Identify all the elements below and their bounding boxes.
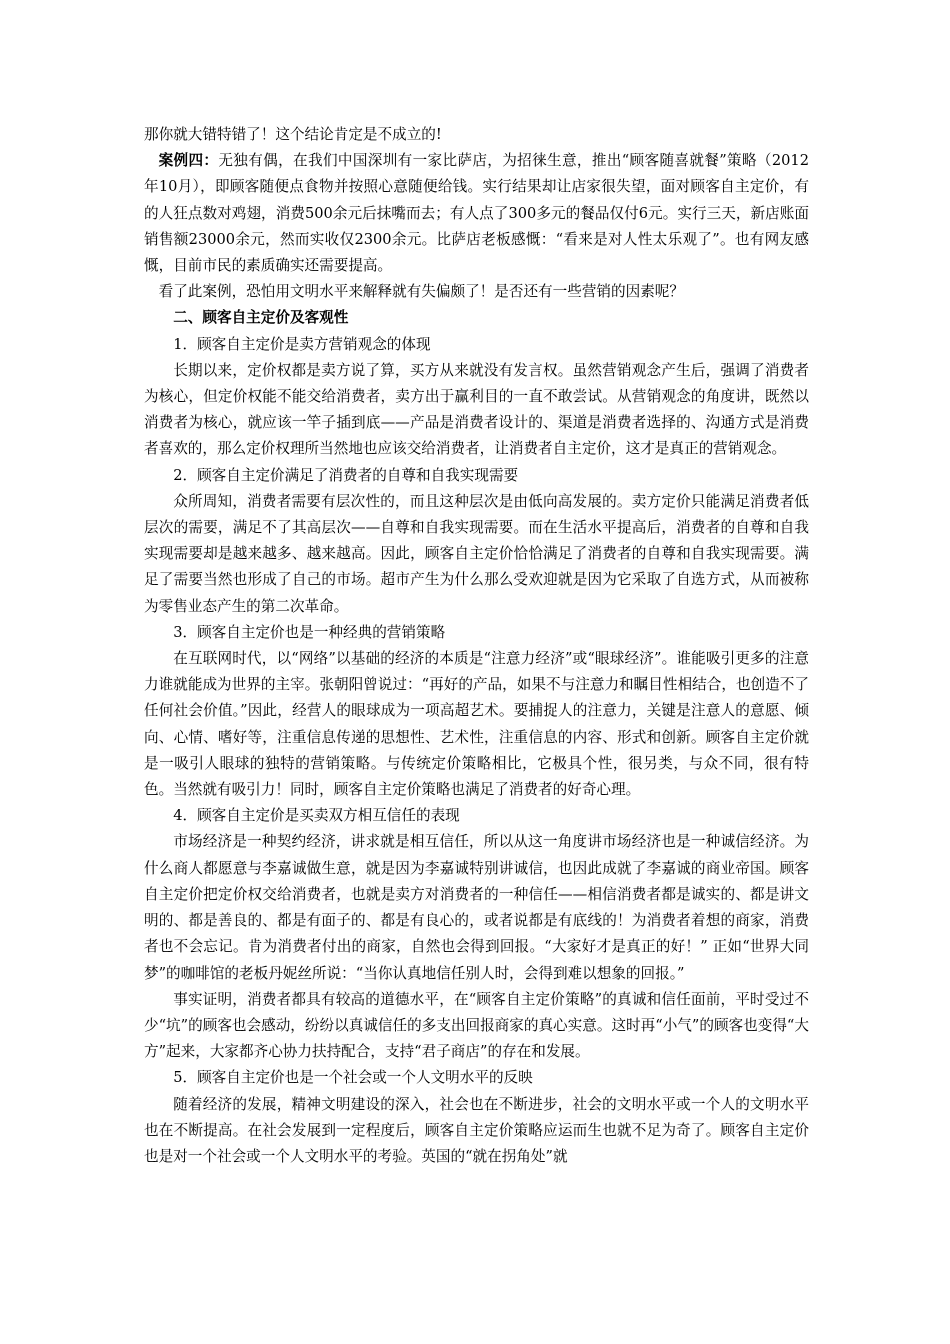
item-3-paragraph: 在互联网时代，以“网络”以基础的经济的本质是“注意力经济”或“眼球经济”。谁能吸引更多的注意力谁就能成为世界的主宰。张朝阳曾说过：“再好的产品，如果不与注意力和瞩目性相结合，也创造不了任何社会价值。”因此，经营人的眼球成为一项高超艺术。要捕捉人的注意力，关键是注意人的意愿、倾向、心情、嗜好等，注重信息传递的思想性、艺术性，注重信息的内容、形式和创新。顾客自主定价就是一吸引人眼球的独特的营销策略。与传统定价策略相比，它极具个性，很另类，与众不同，很有特色。当然就有吸引力！同时，顾客自主定价策略也满足了消费者的好奇心理。 <box>144 650 809 799</box>
item-1-title: 1．顾客自主定价是卖方营销观念的体现 <box>173 335 431 353</box>
item-2-title: 2．顾客自主定价满足了消费者的自尊和自我实现需要 <box>173 466 519 484</box>
case-comment-paragraph: 看了此案例，恐怕用文明水平来解释就有失偏颇了！是否还有一些营销的因素呢？ <box>158 283 684 301</box>
item-5-title: 5．顾客自主定价也是一个社会或一个人文明水平的反映 <box>173 1069 533 1087</box>
case-four-label: 案例四： <box>158 152 219 170</box>
case-four-text: 无独有偶，在我们中国深圳有一家比萨店，为招徕生意，推出“顾客随喜就餐”策略（2012年10月），即顾客随便点食物并按照心意随便给钱。实行结果却让店家很失望，面对顾客自主定价，有的人狂点数对鸡翅，消费500余元后抹嘴而去；有人点了300多元的餐品仅付6元。实行三天，新店账面销售额23000余元，然而实收仅2300余元。比萨店老板感慨：“看来是对人性太乐观了”。也有网友感慨，目前市民的素质确实还需要提高。 <box>144 152 809 275</box>
item-2-paragraph: 众所周知，消费者需要有层次性的，而且这种层次是由低向高发展的。卖方定价只能满足消费者低层次的需要，满足不了其高层次——自尊和自我实现需要。而在生活水平提高后，消费者的自尊和自我实现需要却是越来越多、越来越高。因此，顾客自主定价恰恰满足了消费者的自尊和自我实现需要。满足了需要当然也形成了自己的市场。超市产生为什么那么受欢迎就是因为它采取了自选方式，从而被称为零售业态产生的第二次革命。 <box>144 492 809 615</box>
case-four-paragraph <box>144 148 809 279</box>
item-5-paragraph: 随着经济的发展，精神文明建设的深入，社会也在不断进步，社会的文明水平或一个人的文明水平也在不断提高。在社会发展到一定程度后，顾客自主定价策略应运而生也就不足为奇了。顾客自主定价也是对一个社会或一个人文明水平的考验。英国的“就在拐角处”就 <box>144 1095 809 1165</box>
document-page <box>144 122 809 1170</box>
item-1-paragraph: 长期以来，定价权都是卖方说了算，买方从来就没有发言权。虽然营销观念产生后，强调了消费者为核心，但定价权能不能交给消费者，卖方出于赢利目的一直不敢尝试。从营销观念的角度讲，既然以消费者为核心，就应该一竿子插到底——产品是消费者设计的、渠道是消费者选择的、沟通方式是消费者喜欢的，那么定价权理所当然地也应该交给消费者，让消费者自主定价，这才是真正的营销观念。 <box>144 361 809 458</box>
item-4-paragraph-2: 事实证明，消费者都具有较高的道德水平，在“顾客自主定价策略”的真诚和信任面前，平时受过不少“坑”的顾客也会感动，纷纷以真诚信任的多支出回报商家的真心实意。这时再“小气”的顾客也变得“大方”起来，大家都齐心协力扶持配合，支持“君子商店”的存在和发展。 <box>144 990 809 1061</box>
intro-paragraph-end: 那你就大错特错了！这个结论肯定是不成立的! <box>144 126 442 143</box>
item-4-title: 4．顾客自主定价是买卖双方相互信任的表现 <box>173 807 460 825</box>
section-two-heading: 二、顾客自主定价及客观性 <box>173 309 349 327</box>
item-3-title: 3．顾客自主定价也是一种经典的营销策略 <box>173 623 446 641</box>
item-4-paragraph-1: 市场经济是一种契约经济，讲求就是相互信任，所以从这一角度讲市场经济也是一种诚信经济。为什么商人都愿意与李嘉诚做生意，就是因为李嘉诚特别讲诚信，也因此成就了李嘉诚的商业帝国。顾客自主定价把定价权交给消费者，也就是卖方对消费者的一种信任——相信消费者都是诚实的、都是讲文明的、都是善良的、都是有面子的、都是有良心的，或者说都是有底线的！为消费者着想的商家，消费者也不会忘记。肯为消费者付出的商家，自然也会得到回报。“大家好才是真正的好！” 正如“世界大同梦”的咖啡馆的老板丹妮丝所说：“当你认真地信任别人时，会得到难以想象的回报。” <box>144 833 809 982</box>
